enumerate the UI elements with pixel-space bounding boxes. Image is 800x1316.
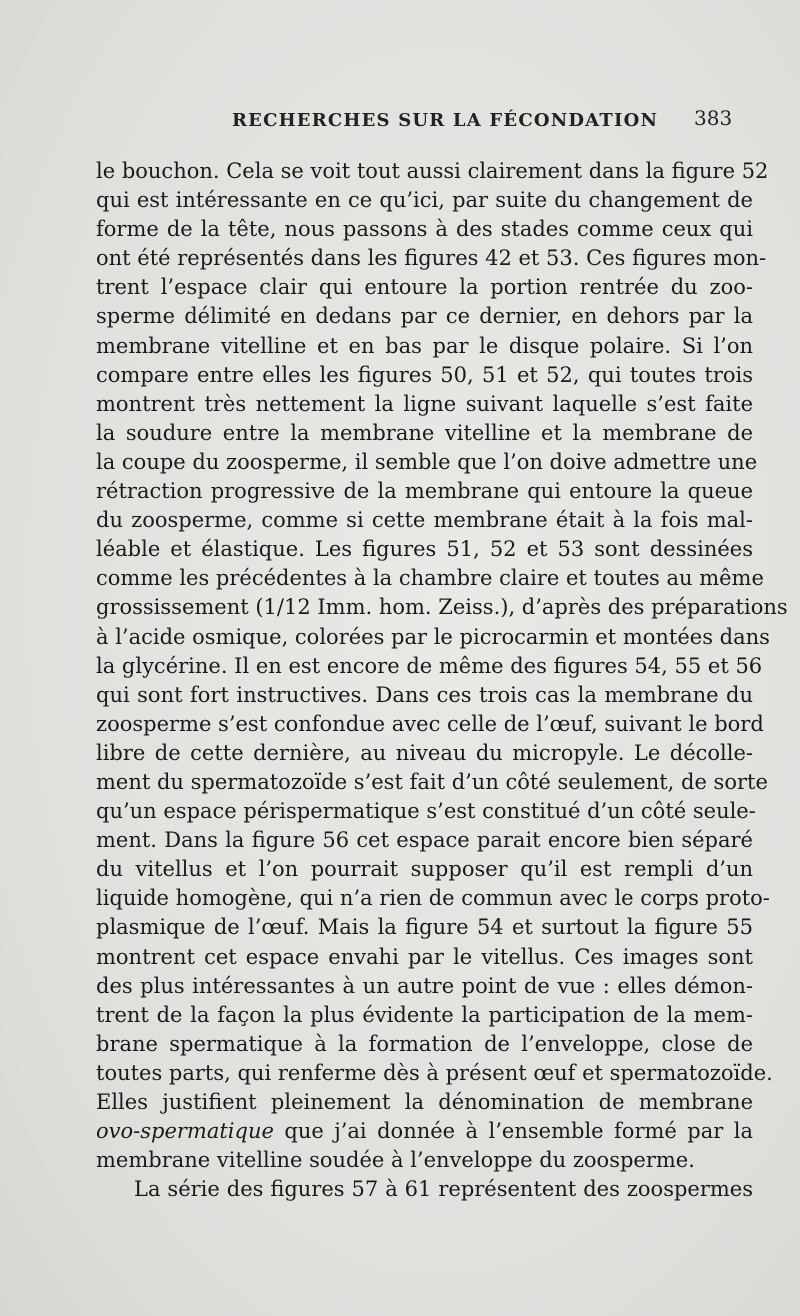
text-line: ment du spermatozoïde s’est fait d’un côté seulement, de sorte — [96, 769, 768, 794]
text-line: sperme délimité en dedans par ce dernier, en dehors par la — [96, 304, 753, 329]
text-line: à l’acide osmique, colorées par le picrocarmin et montées dans — [96, 624, 770, 649]
italic-term: ovo-spermatique — [96, 1119, 274, 1144]
text-line: léable et élastique. Les figures 51, 52 et 53 sont dessinées — [96, 537, 753, 562]
text-line: la soudure entre la membrane vitelline et la membrane de — [96, 420, 753, 445]
text-line: comme les précédentes à la chambre claire et toutes au même — [96, 566, 764, 591]
text-line: zoosperme s’est confondue avec celle de l’œuf, suivant le bord — [96, 711, 764, 736]
text-line: trent de la façon la plus évidente la participation de la mem- — [96, 1002, 753, 1027]
text-line: la coupe du zoosperme, il semble que l’on doive admettre une — [96, 449, 758, 474]
text-line-paragraph-start: La série des figures 57 à 61 représentent des zoospermes — [134, 1177, 753, 1202]
page-number: 383 — [694, 106, 733, 130]
text-line: plasmique de l’œuf. Mais la figure 54 et surtout la figure 55 — [96, 915, 753, 940]
text-line: libre de cette dernière, au niveau du micropyle. Le décolle- — [96, 740, 753, 765]
text-line: qui est intéressante en ce qu’ici, par suite du changement de — [96, 188, 753, 213]
text-line: liquide homogène, qui n’a rien de commun avec le corps proto- — [96, 886, 770, 911]
text-line: ont été représentés dans les figures 42 et 53. Ces figures mon- — [96, 246, 767, 271]
text-line: du zoosperme, comme si cette membrane était à la fois mal- — [96, 508, 753, 533]
text-line: montrent cet espace envahi par le vitellus. Ces images sont — [96, 944, 753, 969]
text-line: rétraction progressive de la membrane qui entoure la queue — [96, 479, 753, 504]
text-line: trent l’espace clair qui entoure la portion rentrée du zoo- — [96, 275, 753, 300]
text-line: compare entre elles les figures 50, 51 et 52, qui toutes trois — [96, 362, 753, 387]
running-title: RECHERCHES SUR LA FÉCONDATION — [232, 110, 659, 131]
text-line: Elles justifient pleinement la dénomination de membrane — [96, 1090, 753, 1114]
text-line: membrane vitelline et en bas par le disque polaire. Si l’on — [96, 333, 753, 358]
text-line: forme de la tête, nous passons à des stades comme ceux qui — [96, 217, 753, 242]
text-line: qu’un espace périspermatique s’est constitué d’un côté seule- — [96, 799, 756, 824]
text-line-with-italic — [96, 1117, 753, 1146]
text-line: des plus intéressantes à un autre point de vue : elles démon- — [96, 973, 753, 998]
text-segment: que j’ai donnée à l’ensemble formé par la — [273, 1119, 753, 1144]
text-line: ment. Dans la figure 56 cet espace parait encore bien séparé — [96, 828, 753, 853]
text-line: du vitellus et l’on pourrait supposer qu’il est rempli d’un — [96, 857, 753, 882]
text-line: le bouchon. Cela se voit tout aussi clairement dans la figure 52 — [96, 159, 769, 183]
text-line: montrent très nettement la ligne suivant laquelle s’est faite — [96, 391, 753, 416]
text-line: grossissement (1/12 Imm. hom. Zeiss.), d’après des préparations — [96, 595, 788, 620]
text-line: qui sont fort instructives. Dans ces trois cas la membrane du — [96, 682, 753, 707]
text-line: brane spermatique à la formation de l’enveloppe, close de — [96, 1031, 753, 1056]
body-text — [96, 157, 788, 1204]
text-line: toutes parts, qui renferme dès à présent œuf et spermatozoïde. — [96, 1060, 773, 1085]
text-line-paragraph-end: membrane vitelline soudée à l’enveloppe du zoosperme. — [96, 1148, 695, 1173]
text-line: la glycérine. Il en est encore de même des figures 54, 55 et 56 — [96, 653, 763, 678]
